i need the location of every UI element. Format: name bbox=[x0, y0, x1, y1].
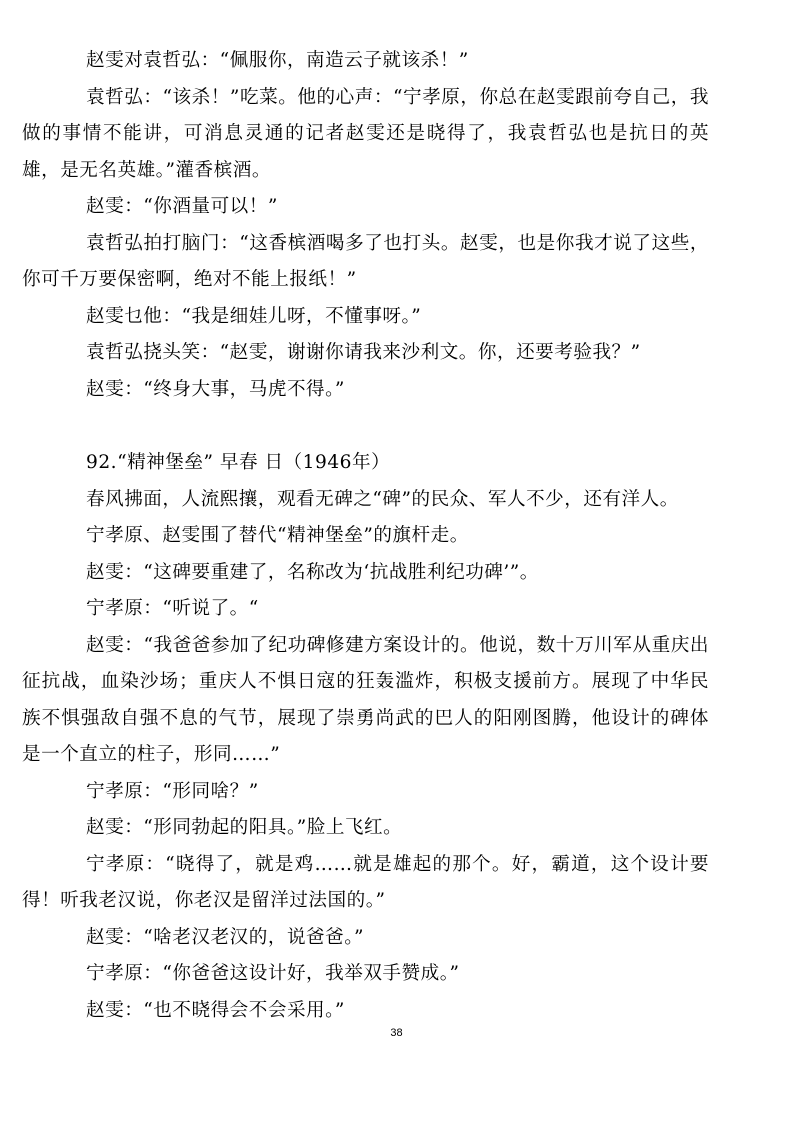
page-number: 38 bbox=[390, 1027, 403, 1039]
dialogue-line: 宁孝原：“形同啥？” bbox=[86, 780, 259, 802]
dialogue-line: 袁哲弘挠头笑：“赵雯，谢谢你请我来沙利文。你，还要考验我？” bbox=[86, 342, 641, 363]
dialogue-line: 赵雯：“你酒量可以！” bbox=[86, 196, 278, 217]
dialogue-line: 宁孝原：“晓得了，就是鸡……就是雄起的那个。好，霸道，这个设计要得！听我老汉说，你老汉是留洋过法国的。” bbox=[22, 853, 709, 911]
dialogue-line: 宁孝原：“你爸爸这设计好，我举双手赞成。” bbox=[86, 963, 460, 984]
script-body bbox=[22, 43, 709, 1029]
dialogue-line: 赵雯：“我爸爸参加了纪功碑修建方案设计的。他说，数十万川军从重庆出征抗战，血染沙场；重庆人不惧日寇的狂轰滥炸，积极支援前方。展现了中华民族不惧强敌自强不息的气节，展现了崇勇尚武的巴人的阳刚图腾，他设计的碑体是一个直立的柱子，形同……” bbox=[22, 634, 709, 765]
dialogue-line: 赵雯：“这碑要重建了，名称改为‘抗战胜利纪功碑’”。 bbox=[86, 561, 539, 583]
scene-break bbox=[86, 408, 709, 445]
dialogue-line: 宁孝原、赵雯围了替代“精神堡垒”的旗杆走。 bbox=[86, 525, 469, 546]
dialogue-line: 赵雯乜他：“我是细娃儿呀，不懂事呀。” bbox=[86, 305, 422, 327]
dialogue-line: 袁哲弘拍打脑门：“这香槟酒喝多了也打头。赵雯，也是你我才说了这些，你可千万要保密啊，绝对不能上报纸！” bbox=[22, 232, 709, 290]
scene-heading: 92.“精神堡垒” 早春 日（1946年） bbox=[86, 452, 391, 473]
dialogue-line: 赵雯：“终身大事，马虎不得。” bbox=[86, 378, 345, 400]
scene-description: 春风拂面，人流熙攘，观看无碑之“碑”的民众、军人不少，还有洋人。 bbox=[86, 488, 679, 510]
dialogue-line: 赵雯：“啥老汉老汉的，说爸爸。” bbox=[86, 926, 365, 948]
dialogue-line: 赵雯：“也不晓得会不会采用。” bbox=[86, 999, 345, 1021]
dialogue-line: 赵雯对袁哲弘：“佩服你，南造云子就该杀！” bbox=[86, 50, 469, 71]
dialogue-line: 袁哲弘：“该杀！”吃菜。他的心声：“宁孝原，你总在赵雯跟前夸自己，我做的事情不能讲，可消息灵通的记者赵雯还是晓得了，我袁哲弘也是抗日的英雄，是无名英雄。”灌香槟酒。 bbox=[22, 86, 709, 181]
dialogue-line: 宁孝原：“听说了。“ bbox=[86, 598, 259, 619]
dialogue-line: 赵雯：“形同勃起的阳具。”脸上飞红。 bbox=[86, 817, 403, 838]
